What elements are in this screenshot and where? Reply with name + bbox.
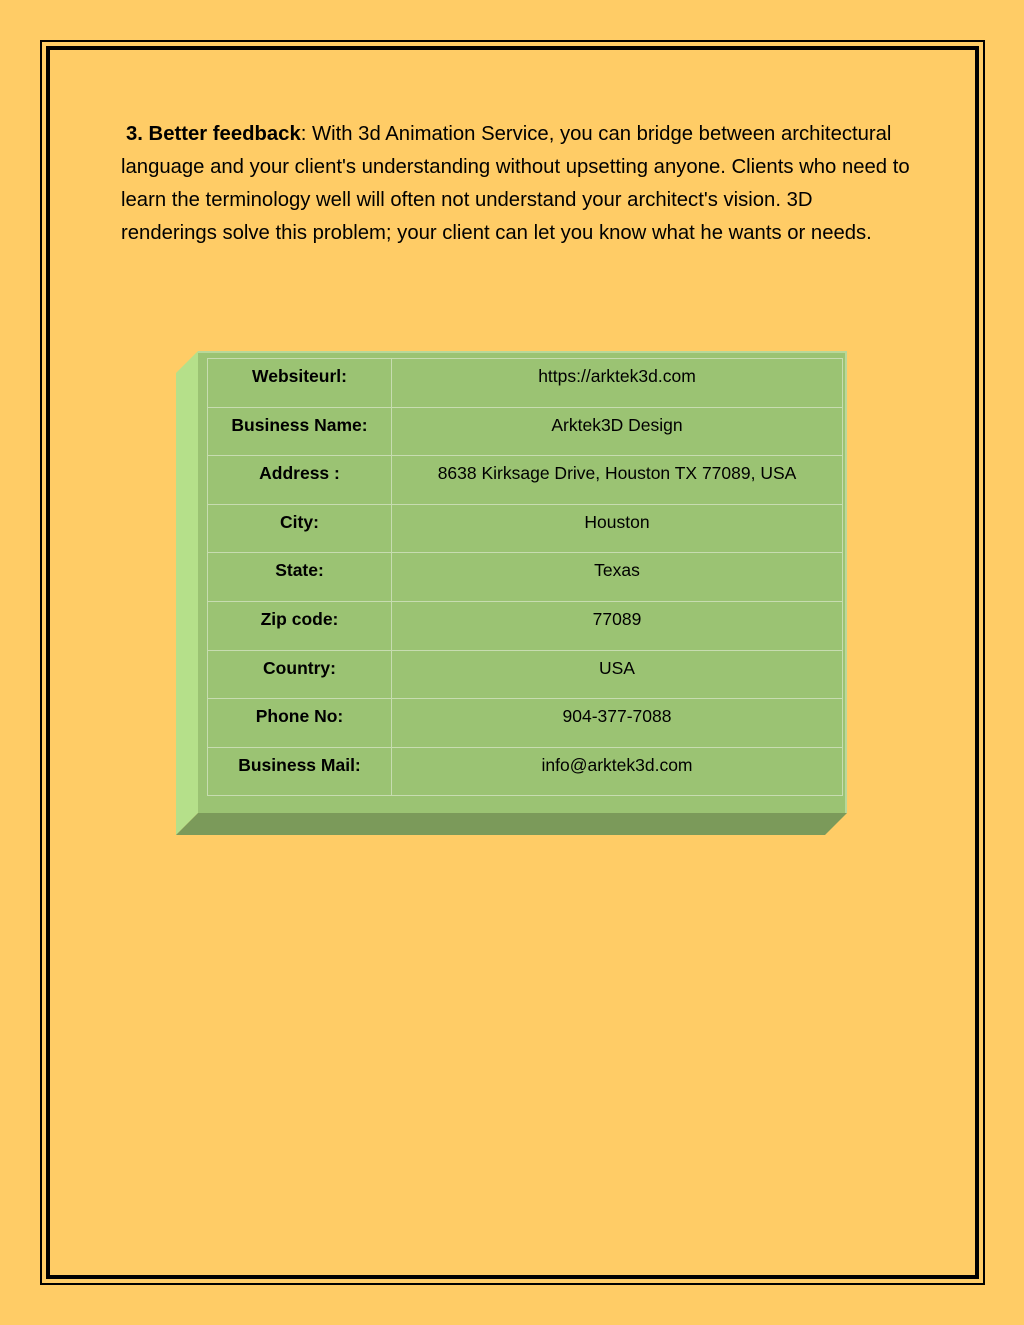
table-row bbox=[208, 699, 843, 748]
row-label: Business Name: bbox=[208, 407, 392, 456]
row-value: Houston bbox=[392, 504, 843, 553]
row-label: Zip code: bbox=[208, 601, 392, 650]
business-info-box bbox=[176, 351, 847, 835]
table-row bbox=[208, 747, 843, 796]
row-value: Arktek3D Design bbox=[392, 407, 843, 456]
row-label: Websiteurl: bbox=[208, 359, 392, 408]
row-value: 77089 bbox=[392, 601, 843, 650]
box-bottom-side bbox=[176, 813, 847, 835]
table-row bbox=[208, 601, 843, 650]
table-row bbox=[208, 359, 843, 408]
paragraph-body: : With 3d Animation Service, you can bridge between architectural language and your client's understanding without upsetting anyone. Clients who need to learn the terminology well will often not understand your architect's vision. 3D renderings solve this problem; your client can let you know what he wants or needs. bbox=[121, 123, 910, 244]
table-row bbox=[208, 407, 843, 456]
business-info-table bbox=[207, 358, 843, 796]
table-row bbox=[208, 504, 843, 553]
row-value: Texas bbox=[392, 553, 843, 602]
table-row bbox=[208, 456, 843, 505]
row-label: Address : bbox=[208, 456, 392, 505]
row-label: Business Mail: bbox=[208, 747, 392, 796]
row-value: 8638 Kirksage Drive, Houston TX 77089, USA bbox=[392, 456, 843, 505]
row-value: USA bbox=[392, 650, 843, 699]
paragraph-heading: 3. Better feedback bbox=[126, 123, 301, 145]
feedback-paragraph bbox=[121, 118, 911, 250]
row-label: City: bbox=[208, 504, 392, 553]
row-label: Country: bbox=[208, 650, 392, 699]
box-left-side bbox=[176, 351, 198, 835]
table-row bbox=[208, 650, 843, 699]
row-value: 904-377-7088 bbox=[392, 699, 843, 748]
table-row bbox=[208, 553, 843, 602]
row-value: https://arktek3d.com bbox=[392, 359, 843, 408]
row-label: Phone No: bbox=[208, 699, 392, 748]
row-value: info@arktek3d.com bbox=[392, 747, 843, 796]
row-label: State: bbox=[208, 553, 392, 602]
